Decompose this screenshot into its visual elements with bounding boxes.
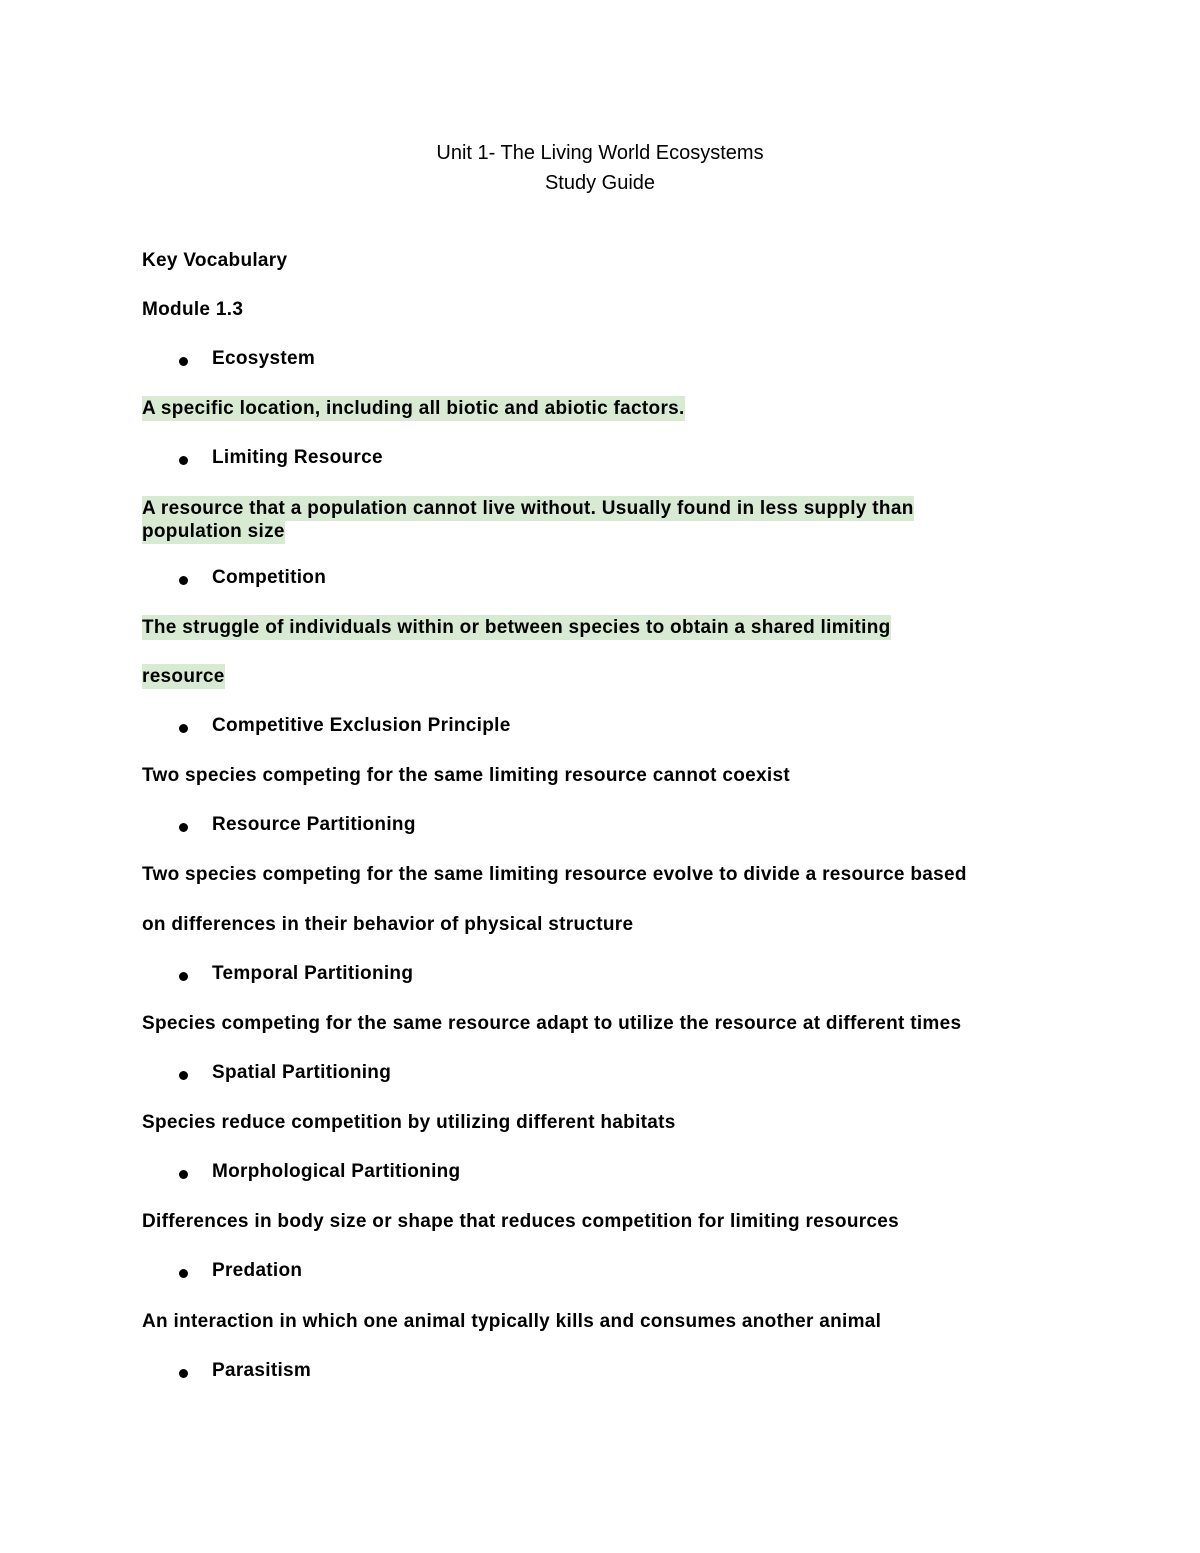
definition-ecosystem: A specific location, including all biotic and abiotic factors. bbox=[142, 398, 685, 419]
term-competitive-exclusion: Competitive Exclusion Principle bbox=[212, 715, 511, 736]
bullet-icon bbox=[179, 823, 188, 832]
term-limiting-resource: Limiting Resource bbox=[212, 447, 383, 468]
term-competition: Competition bbox=[212, 567, 327, 588]
term-resource-partitioning: Resource Partitioning bbox=[212, 814, 416, 835]
definition-limiting-resource: A resource that a population cannot live without. Usually found in less supply than population size bbox=[142, 498, 914, 542]
definition-resource-partitioning-line1: Two species competing for the same limiting resource evolve to divide a resource based bbox=[142, 864, 967, 885]
term-ecosystem: Ecosystem bbox=[212, 348, 316, 369]
definition-competitive-exclusion: Two species competing for the same limiting resource cannot coexist bbox=[142, 765, 790, 786]
term-temporal-partitioning: Temporal Partitioning bbox=[212, 963, 414, 984]
bullet-icon bbox=[179, 724, 188, 733]
page-subtitle: Study Guide bbox=[544, 172, 656, 194]
definition-competition-line1: The struggle of individuals within or between species to obtain a shared limiting bbox=[142, 617, 891, 638]
definition-morphological-partitioning: Differences in body size or shape that reduces competition for limiting resources bbox=[142, 1211, 900, 1232]
bullet-icon bbox=[179, 972, 188, 981]
module-heading: Module 1.3 bbox=[142, 299, 244, 320]
bullet-icon bbox=[179, 1369, 188, 1378]
section-heading: Key Vocabulary bbox=[142, 250, 288, 271]
bullet-icon bbox=[179, 357, 188, 366]
bullet-icon bbox=[179, 456, 188, 465]
bullet-icon bbox=[179, 1269, 188, 1278]
definition-predation: An interaction in which one animal typically kills and consumes another animal bbox=[142, 1311, 882, 1332]
definition-resource-partitioning-line2: on differences in their behavior of physical structure bbox=[142, 914, 634, 935]
term-morphological-partitioning: Morphological Partitioning bbox=[212, 1161, 461, 1182]
definition-temporal-partitioning: Species competing for the same resource adapt to utilize the resource at different times bbox=[142, 1013, 962, 1034]
term-spatial-partitioning: Spatial Partitioning bbox=[212, 1062, 392, 1083]
term-predation: Predation bbox=[212, 1260, 303, 1281]
definition-spatial-partitioning: Species reduce competition by utilizing different habitats bbox=[142, 1112, 676, 1133]
definition-competition-line2: resource bbox=[142, 666, 225, 687]
bullet-icon bbox=[179, 1170, 188, 1179]
term-parasitism: Parasitism bbox=[212, 1360, 312, 1381]
page-title: Unit 1- The Living World Ecosystems bbox=[436, 142, 764, 164]
bullet-icon bbox=[179, 1071, 188, 1080]
bullet-icon bbox=[179, 576, 188, 585]
